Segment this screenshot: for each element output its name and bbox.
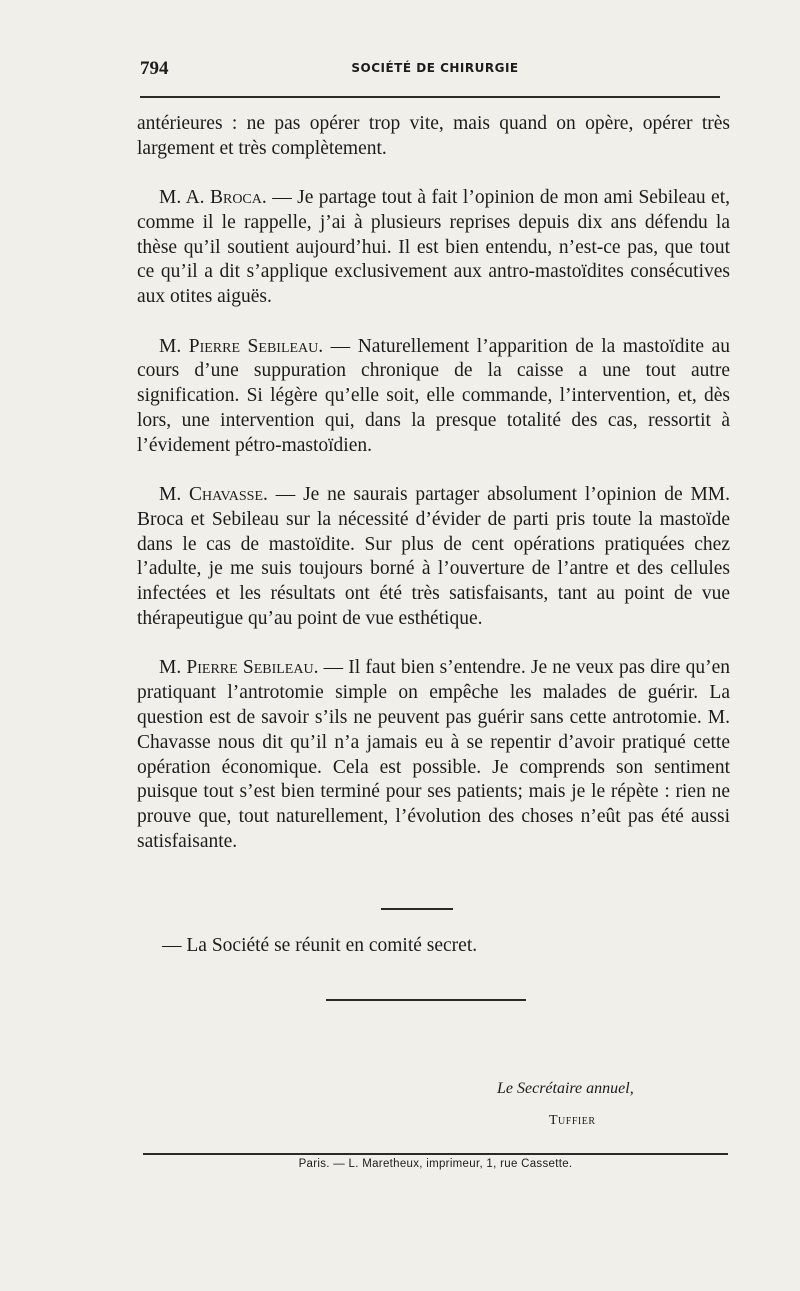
section-divider [326, 999, 526, 1001]
paragraph-chavasse [137, 483, 730, 632]
speaker-name: M. A. Broca. [159, 187, 267, 209]
speaker-name: M. Chavasse. [159, 484, 268, 506]
header-rule [140, 96, 720, 98]
paragraph-text: — Je partage tout à fait l’opinion de mon ami Sebileau et, comme il le rappelle, j’ai à plusieurs reprises depuis dix ans défendu la thèse qu’il soutient aujourd’hui. Il est bien entendu, n’est-ce pas, que tout ce qu’il a dit s’applique exclusivement aux antro-mastoïdites consécutives aux otites aiguës. [137, 187, 730, 308]
section-divider-short [381, 908, 453, 910]
speaker-name: M. Pierre Sebileau. [159, 657, 319, 679]
speaker-name: M. Pierre Sebileau. [159, 335, 324, 357]
paragraph-broca [137, 186, 730, 310]
paragraph-text: — Il faut bien s’entendre. Je ne veux pas dire qu’en pratiquant l’antrotomie simple on empêche les malades de guérir. La question est de savoir s’ils ne peuvent pas guérir sans cette antrotomie. M. Chavasse nous dit qu’il n’a jamais eu à se repentir d’avoir pratiqué cette opération économique. Cela est possible. Je comprends son sentiment puisque tout s’est bien terminé pour ses patients; mais je le répète : rien ne prouve que, tout naturellement, l’évolution des choses n’eût pas été aussi satisfaisante. [137, 657, 730, 852]
running-head: SOCIÉTÉ DE CHIRURGIE [351, 61, 519, 75]
page-number: 794 [140, 58, 169, 79]
paragraph-text: — Naturellement l’apparition de la mastoïdite au cours d’une suppuration chronique de la caisse a une tout autre signification. Si légère qu’elle soit, elle commande, l’intervention, et, dès lors, une intervention qui, dans la presque totalité des cas, ressortit à l’évidement pétro-mastoïdien. [137, 335, 730, 456]
paragraph-text: — Je ne saurais partager absolument l’opinion de MM. Broca et Sebileau sur la nécessité d’évider de parti pris toute la mastoïde dans le cas de mastoïdite. Sur plus de cent opérations pratiquées chez l’adulte, je me suis toujours borné à l’ouverture de l’antre et des cellules infectées et les résultats ont été très satisfaisants, tant au point de vue thérapeutigue qu’au point de vue esthétique. [137, 484, 730, 630]
signature-name: Tuffier [549, 1113, 596, 1128]
body-text [137, 112, 730, 855]
printer-imprint: Paris. — L. Maretheux, imprimeur, 1, rue Cassette. [298, 1158, 573, 1170]
paragraph-continuation: antérieures : ne pas opérer trop vite, mais quand on opère, opérer très largement et très complètement. [137, 113, 730, 159]
page-header [140, 58, 730, 82]
paragraph-sebileau-1 [137, 335, 730, 459]
signature-title: Le Secrétaire annuel, [497, 1080, 634, 1097]
paragraph-sebileau-2 [137, 656, 730, 854]
closing-line: — La Société se réunit en comité secret. [162, 935, 478, 956]
footer-rule [143, 1153, 728, 1155]
